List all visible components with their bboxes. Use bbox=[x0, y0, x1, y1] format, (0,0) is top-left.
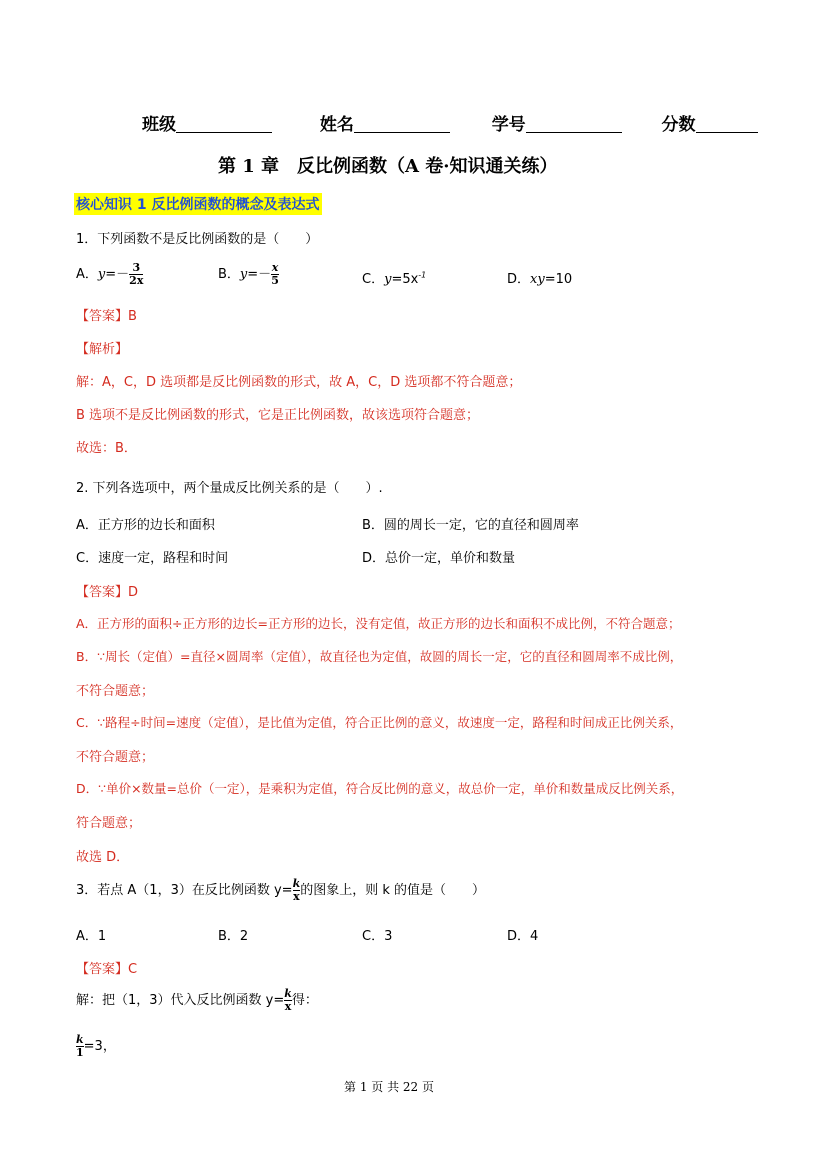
class-label: 班级 bbox=[142, 115, 176, 135]
q3-answer: 【答案】C bbox=[76, 962, 138, 977]
q3-option-d: D．4 bbox=[507, 929, 539, 944]
q1-option-d: D．xy=10 bbox=[507, 272, 573, 287]
q1-option-a: A．y=－ $\frac{3}{2x}$ bbox=[76, 261, 144, 287]
q2-explanation-d: D．∵单价×数量=总价（一定），是乘积为定值，符合反比例的意义，故总价一定，单价和数量成反比例关系， bbox=[76, 781, 684, 796]
q1-option-c: C．$y=5x^{-1}$ bbox=[362, 270, 427, 287]
section-heading: 核心知识 1 反比例函数的概念及表达式 bbox=[74, 193, 322, 215]
q1-explanation-3: 故选：B． bbox=[76, 441, 137, 456]
q2-explanation-d-cont: 符合题意； bbox=[76, 816, 142, 831]
q2-option-a: A．正方形的边长和面积 bbox=[76, 518, 215, 533]
q3-solution: 解：把（1，3）代入反比例函数 y= $\frac{k}{x}$ 得： bbox=[76, 987, 318, 1013]
class-blank[interactable] bbox=[176, 114, 272, 133]
q2-conclusion: 故选 D． bbox=[76, 850, 130, 865]
name-label: 姓名 bbox=[319, 115, 354, 135]
q3-stem: 3．若点 A（1，3）在反比例函数 y= $\frac{k}{x}$ 的图象上，则 k 的值是（ ） bbox=[76, 877, 485, 903]
q3-equation: $\frac{k}{1}$ =3， bbox=[76, 1033, 116, 1059]
q2-explanation-c: C．∵路程÷时间=速度（定值），是比值为定值，符合正比例的意义，故速度一定，路程和时间成正比例关系， bbox=[76, 715, 683, 730]
q1-explanation-1: 解：A，C，D 选项都是反比例函数的形式，故 A，C，D 选项都不符合题意； bbox=[76, 375, 522, 390]
q2-answer: 【答案】D bbox=[76, 585, 139, 600]
q3-option-a: A．1 bbox=[76, 929, 107, 944]
q2-stem: 2. 下列各选项中，两个量成反比例关系的是（ ）. bbox=[76, 481, 383, 496]
q3-option-c: C．3 bbox=[362, 929, 393, 944]
q2-option-d: D．总价一定，单价和数量 bbox=[362, 551, 516, 566]
header-row bbox=[142, 110, 758, 135]
q2-option-b: B．圆的周长一定，它的直径和圆周率 bbox=[362, 518, 579, 533]
name-blank[interactable] bbox=[354, 114, 450, 133]
q2-explanation-a: A．正方形的面积÷正方形的边长=正方形的边长，没有定值，故正方形的边长和面积不成比例，不符合题意； bbox=[76, 616, 681, 631]
q1-option-b: B．y=－ $\frac{x}{5}$ bbox=[218, 261, 279, 287]
id-blank[interactable] bbox=[526, 114, 622, 133]
q2-explanation-b-cont: 不符合题意； bbox=[76, 684, 155, 699]
page-footer: 第 1 页 共 22 页 bbox=[344, 1080, 434, 1094]
q2-option-c: C．速度一定，路程和时间 bbox=[76, 551, 229, 566]
q1-analysis-label: 【解析】 bbox=[76, 342, 129, 357]
score-label: 分数 bbox=[661, 115, 696, 135]
q2-explanation-c-cont: 不符合题意； bbox=[76, 750, 155, 765]
q1-explanation-2: B 选项不是反比例函数的形式，它是正比例函数，故该选项符合题意； bbox=[76, 408, 480, 423]
q1-stem: 1．下列函数不是反比例函数的是（ ） bbox=[76, 232, 319, 247]
id-label: 学号 bbox=[491, 115, 526, 135]
q2-explanation-b: B．∵周长（定值）=直径×圆周率（定值），故直径也为定值，故圆的周长一定，它的直径和圆周率不成比例， bbox=[76, 649, 683, 664]
page-title: 第 1 章 反比例函数（A 卷·知识通关练） bbox=[218, 156, 558, 177]
q1-answer: 【答案】B bbox=[76, 309, 137, 324]
q3-option-b: B．2 bbox=[218, 929, 249, 944]
score-blank[interactable] bbox=[696, 114, 758, 133]
